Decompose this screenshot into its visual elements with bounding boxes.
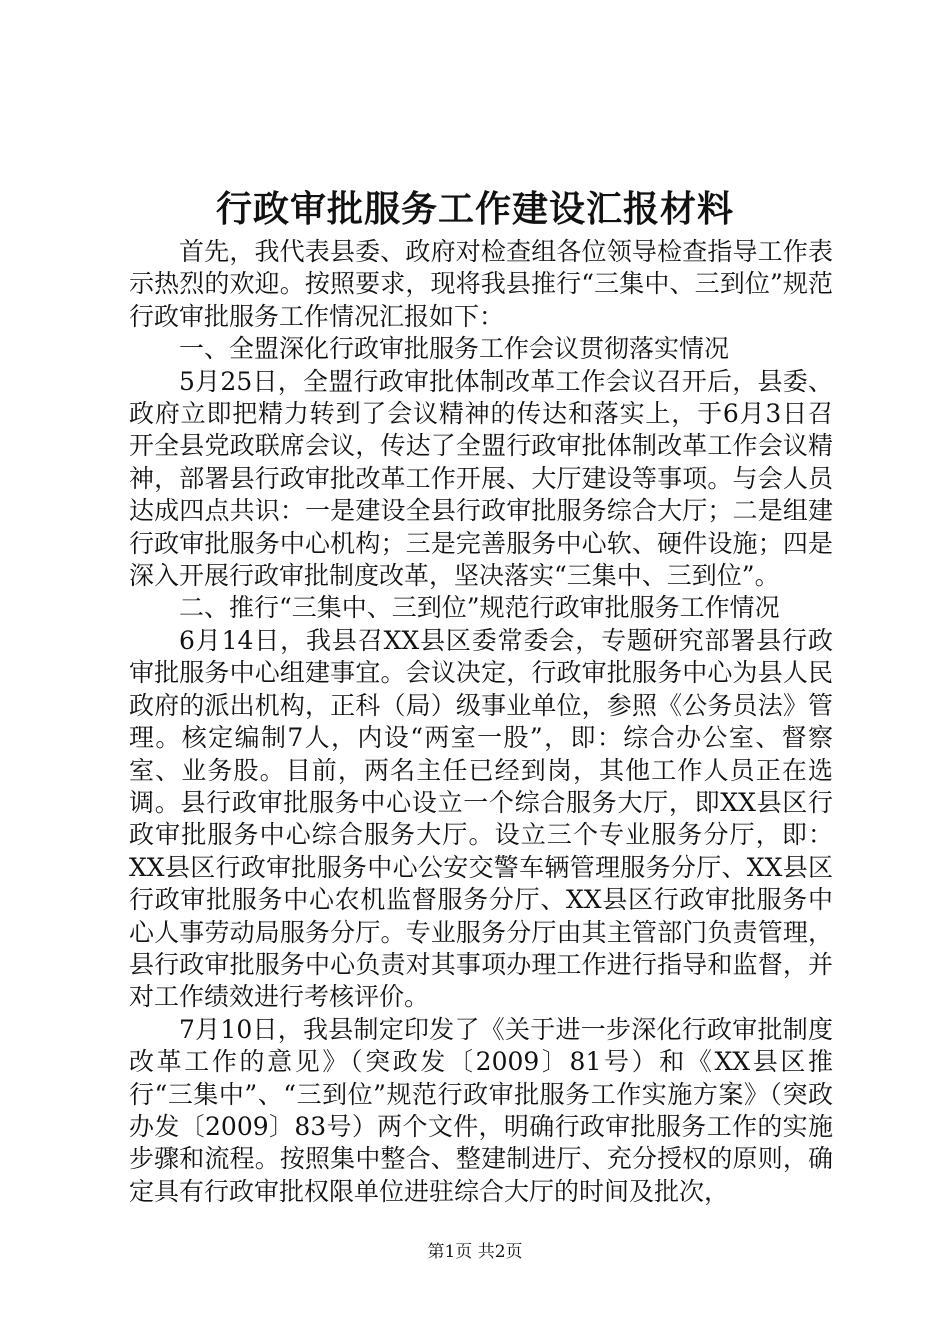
section-heading-1: 一、全盟深化行政审批服务工作会议贯彻落实情况 bbox=[179, 334, 730, 364]
paragraph-section-2a: 6月14日，我县召XX县区委常委会，专题研究部署县行政审批服务中心组建事宜。会议决定，行政审批服务中心为县人民政府的派出机构，正科（局）级事业单位，参照《公务员法》管理。核定编制7人，内设“两室一股”，即：综合办公室、督察室、业务股。目前，两名主任已经到岗，其他工作人员正在选调。县行政审批服务中心设立一个综合服务大厅，即XX县区行政审批服务中心综合服务大厅。设立三个专业服务分厅，即：XX县区行政审批服务中心公安交警车辆管理服务分厅、XX县区行政审批服务中心农机监督服务分厅、XX县区行政审批服务中心人事劳动局服务分厅。专业服务分厅由其主管部门负责管理，县行政审批服务中心负责对其事项办理工作进行指导和监督，并对工作绩效进行考核评价。 bbox=[129, 625, 833, 1012]
document-title: 行政审批服务工作建设汇报材料 bbox=[215, 188, 734, 230]
paragraph-section-1: 5月25日，全盟行政审批体制改革工作会议召开后，县委、政府立即把精力转到了会议精神的传达和落实上，于6月3日召开全县党政联席会议，传达了全盟行政审批体制改革工作会议精神，部署县行政审批改革工作开展、大厅建设等事项。与会人员达成四点共识：一是建设全县行政审批服务综合大厅；二是组建行政审批服务中心机构；三是完善服务中心软、硬件设施；四是深入开展行政审批制度改革，坚决落实“三集中、三到位”。 bbox=[129, 366, 833, 591]
section-heading-2: 二、推行“三集中、三到位”规范行政审批服务工作情况 bbox=[179, 593, 780, 623]
document-body bbox=[129, 236, 833, 1208]
page-number-footer: 第1页 共2页 bbox=[427, 1242, 523, 1262]
paragraph-intro: 首先，我代表县委、政府对检查组各位领导检查指导工作表示热烈的欢迎。按照要求，现将我县推行“三集中、三到位”规范行政审批服务工作情况汇报如下： bbox=[129, 237, 833, 331]
paragraph-section-2b: 7月10日，我县制定印发了《关于进一步深化行政审批制度改革工作的意见》（突政发〔2009〕81号）和《XX县区推行“三集中”、“三到位”规范行政审批服务工作实施方案》（突政办发〔2009〕83号）两个文件，明确行政审批服务工作的实施步骤和流程。按照集中整合、整建制进厅、充分授权的原则，确定具有行政审批权限单位进驻综合大厅的时间及批次， bbox=[129, 1014, 833, 1206]
